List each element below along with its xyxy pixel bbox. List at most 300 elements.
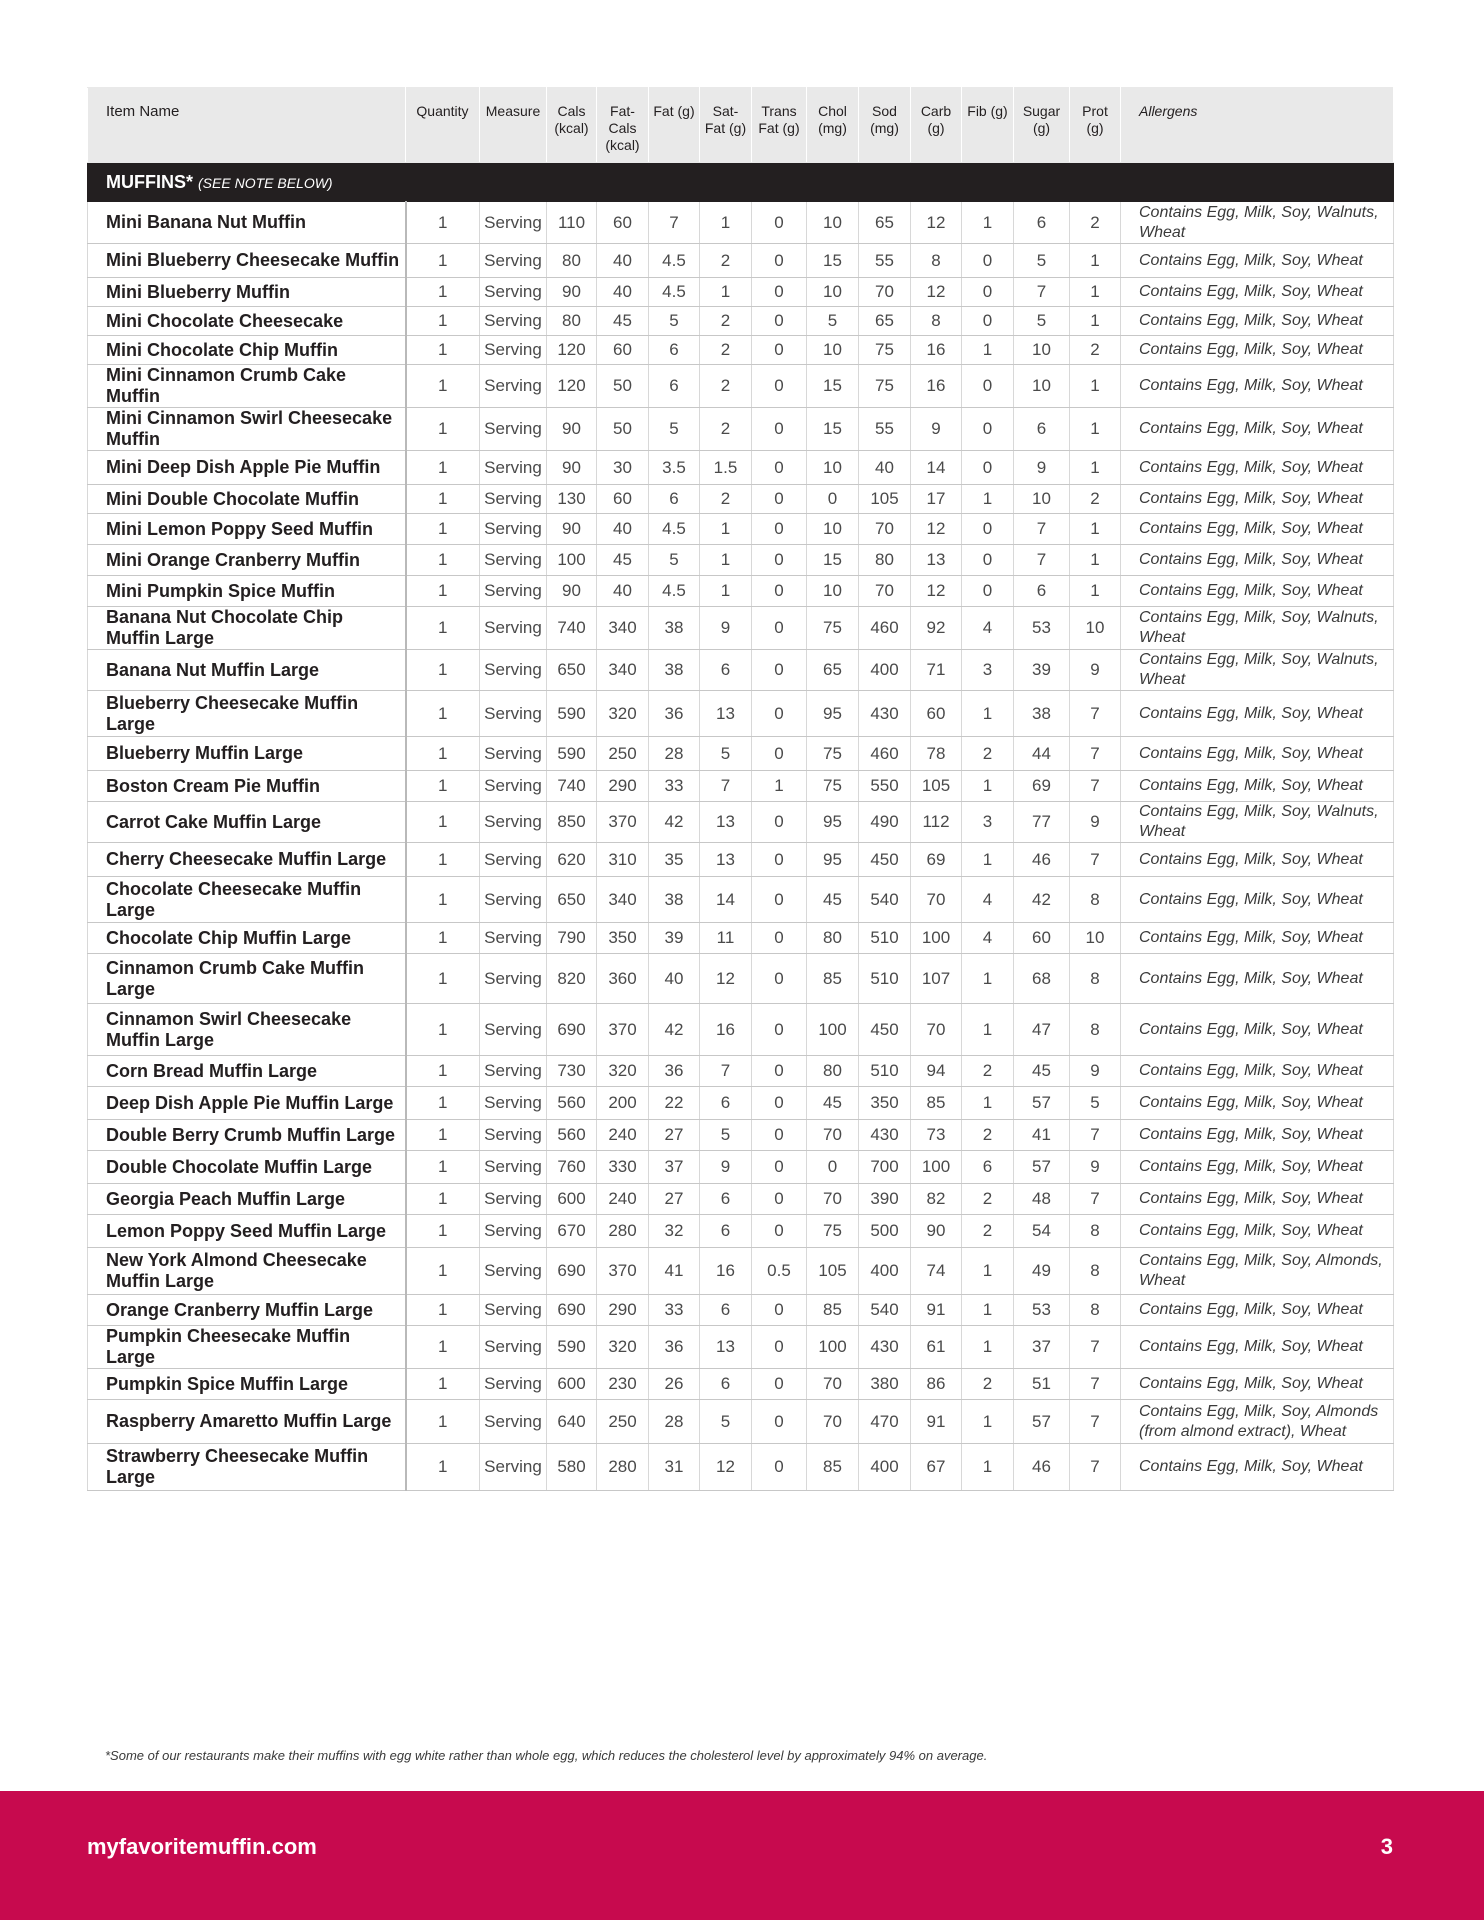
allergen-info: Contains Egg, Milk, Soy, Wheat — [1121, 336, 1394, 365]
nutrient-value: Serving — [480, 1248, 547, 1295]
nutrient-value: 40 — [597, 244, 649, 278]
nutrient-value: 9 — [1070, 1056, 1121, 1087]
nutrient-value: 105 — [859, 485, 911, 514]
nutrient-value: 8 — [1070, 1248, 1121, 1295]
item-name: Mini Chocolate Cheesecake — [88, 307, 406, 336]
item-name: Mini Lemon Poppy Seed Muffin — [88, 514, 406, 545]
nutrient-value: 320 — [597, 691, 649, 737]
nutrient-value: 0 — [752, 802, 807, 843]
nutrient-value: 0.5 — [752, 1248, 807, 1295]
nutrient-value: 450 — [859, 843, 911, 877]
nutrient-value: 0 — [752, 408, 807, 451]
nutrient-value: 790 — [547, 923, 597, 954]
nutrient-value: 41 — [649, 1248, 700, 1295]
nutrient-value: 0 — [752, 307, 807, 336]
nutrient-value: 2 — [1070, 336, 1121, 365]
nutrient-value: 94 — [911, 1056, 962, 1087]
nutrient-value: 670 — [547, 1215, 597, 1248]
nutrient-value: 77 — [1014, 802, 1070, 843]
column-header: Fat (g) — [649, 88, 700, 163]
allergen-info: Contains Egg, Milk, Soy, Wheat — [1121, 737, 1394, 771]
nutrient-value: 470 — [859, 1400, 911, 1444]
nutrient-value: Serving — [480, 336, 547, 365]
table-row — [88, 451, 1394, 485]
item-name: Raspberry Amaretto Muffin Large — [88, 1400, 406, 1444]
nutrient-value: 0 — [752, 1004, 807, 1056]
nutrient-value: 42 — [1014, 877, 1070, 923]
nutrient-value: 47 — [1014, 1004, 1070, 1056]
nutrient-value: 0 — [962, 307, 1014, 336]
nutrient-value: 0 — [752, 737, 807, 771]
nutrient-value: 15 — [807, 545, 859, 576]
nutrient-value: 510 — [859, 923, 911, 954]
nutrient-value: 1 — [1070, 545, 1121, 576]
nutrient-value: 10 — [807, 576, 859, 607]
nutrient-value: 250 — [597, 737, 649, 771]
nutrient-value: 3 — [962, 802, 1014, 843]
nutrient-value: 850 — [547, 802, 597, 843]
nutrient-value: 7 — [1070, 843, 1121, 877]
table-row — [88, 576, 1394, 607]
nutrient-value: 640 — [547, 1400, 597, 1444]
allergen-info: Contains Egg, Milk, Soy, Wheat — [1121, 307, 1394, 336]
nutrient-value: 70 — [807, 1184, 859, 1215]
nutrient-value: 16 — [700, 1248, 752, 1295]
nutrient-value: 280 — [597, 1444, 649, 1491]
nutrient-value: 1 — [962, 1400, 1014, 1444]
section-row-muffins — [88, 163, 1394, 202]
nutrient-value: 1 — [962, 202, 1014, 244]
nutrient-value: 73 — [911, 1120, 962, 1151]
nutrient-value: 7 — [700, 1056, 752, 1087]
nutrient-value: 107 — [911, 954, 962, 1004]
nutrient-value: 2 — [1070, 485, 1121, 514]
nutrient-value: 1 — [406, 1295, 480, 1326]
nutrient-value: 1 — [700, 545, 752, 576]
nutrient-value: 0 — [962, 514, 1014, 545]
nutrient-value: 1 — [406, 1326, 480, 1369]
table-row — [88, 545, 1394, 576]
nutrient-value: 9 — [1014, 451, 1070, 485]
nutrient-value: 7 — [1014, 514, 1070, 545]
allergen-info: Contains Egg, Milk, Soy, Wheat — [1121, 1056, 1394, 1087]
nutrient-value: 1 — [406, 1184, 480, 1215]
allergen-info: Contains Egg, Milk, Soy, Wheat — [1121, 954, 1394, 1004]
column-header: Carb (g) — [911, 88, 962, 163]
nutrient-value: 1 — [406, 1400, 480, 1444]
nutrient-value: 1 — [1070, 514, 1121, 545]
table-row — [88, 1056, 1394, 1087]
nutrient-value: 0 — [752, 954, 807, 1004]
table-row — [88, 650, 1394, 691]
nutrient-value: Serving — [480, 451, 547, 485]
nutrient-value: 40 — [597, 576, 649, 607]
nutrient-value: 1 — [406, 365, 480, 408]
nutrient-value: 390 — [859, 1184, 911, 1215]
nutrient-value: 7 — [1014, 278, 1070, 307]
nutrient-value: 6 — [700, 1369, 752, 1400]
item-name: Boston Cream Pie Muffin — [88, 771, 406, 802]
nutrient-value: 8 — [1070, 877, 1121, 923]
nutrient-value: 5 — [1014, 244, 1070, 278]
nutrient-value: 0 — [752, 1120, 807, 1151]
nutrient-value: 41 — [1014, 1120, 1070, 1151]
nutrient-value: 57 — [1014, 1151, 1070, 1184]
nutrient-value: 0 — [752, 1444, 807, 1491]
table-row — [88, 923, 1394, 954]
nutrient-value: 2 — [962, 1369, 1014, 1400]
nutrient-value: 0 — [962, 408, 1014, 451]
nutrient-value: Serving — [480, 485, 547, 514]
nutrient-value: Serving — [480, 877, 547, 923]
nutrient-value: 10 — [1014, 365, 1070, 408]
nutrient-value: 7 — [1070, 1400, 1121, 1444]
nutrient-value: 0 — [962, 545, 1014, 576]
column-header: Item Name — [88, 88, 406, 163]
nutrient-value: 5 — [700, 737, 752, 771]
nutrient-value: 0 — [752, 244, 807, 278]
nutrient-value: 550 — [859, 771, 911, 802]
nutrient-value: 36 — [649, 691, 700, 737]
column-header: Fib (g) — [962, 88, 1014, 163]
allergen-info: Contains Egg, Milk, Soy, Wheat — [1121, 485, 1394, 514]
nutrient-value: 7 — [700, 771, 752, 802]
nutrient-value: 2 — [700, 336, 752, 365]
nutrient-value: 4.5 — [649, 278, 700, 307]
nutrient-value: 100 — [547, 545, 597, 576]
nutrient-value: 1 — [406, 244, 480, 278]
nutrient-value: 95 — [807, 843, 859, 877]
nutrient-value: 32 — [649, 1215, 700, 1248]
nutrient-value: 1 — [1070, 451, 1121, 485]
nutrient-value: 60 — [597, 485, 649, 514]
item-name: Blueberry Cheesecake Muffin Large — [88, 691, 406, 737]
allergen-info: Contains Egg, Milk, Soy, Wheat — [1121, 514, 1394, 545]
nutrient-value: Serving — [480, 1004, 547, 1056]
table-row — [88, 485, 1394, 514]
nutrient-value: 92 — [911, 607, 962, 650]
nutrient-value: 0 — [752, 365, 807, 408]
nutrient-value: 730 — [547, 1056, 597, 1087]
nutrient-value: 760 — [547, 1151, 597, 1184]
nutrient-value: 80 — [807, 923, 859, 954]
nutrient-value: Serving — [480, 1056, 547, 1087]
nutrient-value: 7 — [1070, 771, 1121, 802]
nutrient-value: 15 — [807, 244, 859, 278]
nutrient-value: 12 — [700, 1444, 752, 1491]
nutrient-value: 1 — [962, 691, 1014, 737]
nutrient-value: 0 — [962, 576, 1014, 607]
table-row — [88, 607, 1394, 650]
nutrient-value: 10 — [807, 451, 859, 485]
nutrient-value: 350 — [597, 923, 649, 954]
nutrient-value: 280 — [597, 1215, 649, 1248]
nutrient-value: 60 — [597, 336, 649, 365]
nutrient-value: 740 — [547, 607, 597, 650]
nutrient-value: 78 — [911, 737, 962, 771]
nutrient-value: 510 — [859, 954, 911, 1004]
item-name: Mini Double Chocolate Muffin — [88, 485, 406, 514]
nutrient-value: Serving — [480, 1087, 547, 1120]
allergen-info: Contains Egg, Milk, Soy, Wheat — [1121, 691, 1394, 737]
nutrient-value: 65 — [859, 307, 911, 336]
nutrient-value: 60 — [911, 691, 962, 737]
nutrient-value: 68 — [1014, 954, 1070, 1004]
nutrient-value: 75 — [807, 1215, 859, 1248]
table-row — [88, 202, 1394, 244]
nutrient-value: 430 — [859, 1326, 911, 1369]
table-row — [88, 954, 1394, 1004]
nutrient-value: Serving — [480, 771, 547, 802]
nutrient-value: 340 — [597, 877, 649, 923]
nutrient-value: 3.5 — [649, 451, 700, 485]
item-name: Chocolate Chip Muffin Large — [88, 923, 406, 954]
nutrient-value: 100 — [807, 1004, 859, 1056]
nutrient-value: 1 — [406, 954, 480, 1004]
nutrient-value: 57 — [1014, 1400, 1070, 1444]
nutrient-value: 4 — [962, 923, 1014, 954]
nutrient-value: 12 — [911, 576, 962, 607]
nutrient-value: 49 — [1014, 1248, 1070, 1295]
allergen-info: Contains Egg, Milk, Soy, Wheat — [1121, 408, 1394, 451]
nutrient-value: 1 — [962, 1444, 1014, 1491]
nutrient-value: 120 — [547, 365, 597, 408]
table-row — [88, 1151, 1394, 1184]
nutrient-value: 69 — [911, 843, 962, 877]
nutrient-value: 8 — [911, 307, 962, 336]
nutrient-value: 230 — [597, 1369, 649, 1400]
nutrient-value: 1 — [406, 650, 480, 691]
nutrient-value: 1 — [406, 514, 480, 545]
nutrient-value: 95 — [807, 802, 859, 843]
nutrient-value: 820 — [547, 954, 597, 1004]
nutrient-value: 53 — [1014, 1295, 1070, 1326]
allergen-info: Contains Egg, Milk, Soy, Wheat — [1121, 1215, 1394, 1248]
nutrient-value: 1 — [1070, 307, 1121, 336]
nutrient-value: 2 — [962, 1120, 1014, 1151]
nutrient-value: 320 — [597, 1326, 649, 1369]
allergen-info: Contains Egg, Milk, Soy, Wheat — [1121, 843, 1394, 877]
nutrient-value: 105 — [807, 1248, 859, 1295]
nutrient-value: 2 — [1070, 202, 1121, 244]
section-note: (SEE NOTE BELOW) — [198, 174, 333, 191]
nutrient-value: 2 — [700, 408, 752, 451]
nutrient-value: 1 — [406, 1004, 480, 1056]
nutrient-value: 0 — [962, 365, 1014, 408]
nutrient-value: 0 — [752, 607, 807, 650]
nutrient-value: 70 — [807, 1400, 859, 1444]
nutrient-value: 1 — [406, 202, 480, 244]
nutrient-value: Serving — [480, 1369, 547, 1400]
nutrient-value: 12 — [911, 278, 962, 307]
nutrient-value: 38 — [649, 877, 700, 923]
allergen-info: Contains Egg, Milk, Soy, Wheat — [1121, 1120, 1394, 1151]
table-row — [88, 1248, 1394, 1295]
table-row — [88, 307, 1394, 336]
nutrient-value: 44 — [1014, 737, 1070, 771]
nutrient-value: 55 — [859, 244, 911, 278]
nutrient-value: 6 — [962, 1151, 1014, 1184]
item-name: Orange Cranberry Muffin Large — [88, 1295, 406, 1326]
nutrient-value: 6 — [700, 1087, 752, 1120]
nutrient-value: 7 — [1070, 1184, 1121, 1215]
item-name: Georgia Peach Muffin Large — [88, 1184, 406, 1215]
allergen-info: Contains Egg, Milk, Soy, Walnuts, Wheat — [1121, 202, 1394, 244]
nutrient-value: 540 — [859, 877, 911, 923]
nutrient-value: 1 — [962, 1248, 1014, 1295]
nutrient-value: 1 — [1070, 278, 1121, 307]
nutrient-value: 1 — [962, 954, 1014, 1004]
nutrient-value: 0 — [752, 1295, 807, 1326]
nutrient-value: 13 — [700, 1326, 752, 1369]
nutrient-value: Serving — [480, 607, 547, 650]
nutrient-value: 65 — [807, 650, 859, 691]
nutrient-value: 30 — [597, 451, 649, 485]
item-name: Banana Nut Muffin Large — [88, 650, 406, 691]
allergen-info: Contains Egg, Milk, Soy, Wheat — [1121, 1151, 1394, 1184]
nutrient-value: 80 — [547, 307, 597, 336]
nutrient-value: 40 — [597, 278, 649, 307]
nutrient-value: 40 — [859, 451, 911, 485]
table-row — [88, 877, 1394, 923]
item-name: Double Chocolate Muffin Large — [88, 1151, 406, 1184]
table-row — [88, 1326, 1394, 1369]
nutrient-value: 50 — [597, 365, 649, 408]
nutrient-value: 54 — [1014, 1215, 1070, 1248]
website-link[interactable]: myfavoritemuffin.com — [87, 1834, 317, 1859]
nutrient-value: 80 — [547, 244, 597, 278]
nutrient-value: 1 — [962, 336, 1014, 365]
table-row — [88, 1444, 1394, 1491]
item-name: Mini Cinnamon Swirl Cheesecake Muffin — [88, 408, 406, 451]
allergen-info: Contains Egg, Milk, Soy, Wheat — [1121, 576, 1394, 607]
nutrient-value: 1 — [406, 607, 480, 650]
nutrient-value: Serving — [480, 576, 547, 607]
nutrient-value: 1 — [406, 576, 480, 607]
nutrient-value: 6 — [700, 1215, 752, 1248]
nutrient-value: 38 — [649, 650, 700, 691]
table-row — [88, 1184, 1394, 1215]
nutrient-value: 7 — [1070, 691, 1121, 737]
nutrient-value: 28 — [649, 1400, 700, 1444]
nutrient-value: Serving — [480, 408, 547, 451]
nutrient-value: 310 — [597, 843, 649, 877]
nutrient-value: 13 — [700, 802, 752, 843]
nutrient-value: 0 — [752, 923, 807, 954]
nutrient-value: 0 — [962, 278, 1014, 307]
nutrient-value: 14 — [700, 877, 752, 923]
nutrient-value: 10 — [1070, 923, 1121, 954]
nutrient-value: 90 — [547, 408, 597, 451]
nutrient-value: 1 — [962, 1004, 1014, 1056]
nutrient-value: 690 — [547, 1248, 597, 1295]
nutrient-value: 70 — [859, 514, 911, 545]
nutrient-value: 1 — [962, 1087, 1014, 1120]
nutrition-table — [87, 87, 1394, 1491]
nutrient-value: 0 — [752, 691, 807, 737]
footer-bar — [0, 1791, 1484, 1920]
allergen-info: Contains Egg, Milk, Soy, Wheat — [1121, 1326, 1394, 1369]
nutrient-value: Serving — [480, 691, 547, 737]
nutrient-value: 6 — [700, 1295, 752, 1326]
allergen-info: Contains Egg, Milk, Soy, Walnuts, Wheat — [1121, 802, 1394, 843]
item-name: Deep Dish Apple Pie Muffin Large — [88, 1087, 406, 1120]
nutrient-value: 40 — [597, 514, 649, 545]
nutrient-value: 82 — [911, 1184, 962, 1215]
nutrient-value: 80 — [859, 545, 911, 576]
nutrient-value: 2 — [962, 737, 1014, 771]
nutrient-value: 51 — [1014, 1369, 1070, 1400]
nutrient-value: 38 — [649, 607, 700, 650]
nutrient-value: 0 — [752, 545, 807, 576]
nutrient-value: 6 — [1014, 408, 1070, 451]
nutrient-value: 590 — [547, 737, 597, 771]
nutrient-value: 1 — [406, 877, 480, 923]
nutrient-value: 69 — [1014, 771, 1070, 802]
nutrient-value: 1 — [962, 1326, 1014, 1369]
nutrient-value: Serving — [480, 1326, 547, 1369]
nutrient-value: 90 — [547, 514, 597, 545]
nutrient-value: 5 — [1070, 1087, 1121, 1120]
table-row — [88, 691, 1394, 737]
nutrient-value: 320 — [597, 1056, 649, 1087]
nutrient-value: 10 — [1070, 607, 1121, 650]
nutrient-value: 0 — [752, 1369, 807, 1400]
nutrient-value: 690 — [547, 1295, 597, 1326]
table-row — [88, 843, 1394, 877]
nutrient-value: 70 — [807, 1120, 859, 1151]
nutrient-value: 330 — [597, 1151, 649, 1184]
item-name: Chocolate Cheesecake Muffin Large — [88, 877, 406, 923]
nutrient-value: 110 — [547, 202, 597, 244]
nutrient-value: 0 — [752, 650, 807, 691]
nutrient-value: 16 — [911, 336, 962, 365]
table-row — [88, 802, 1394, 843]
nutrient-value: 5 — [700, 1400, 752, 1444]
nutrient-value: 1 — [406, 771, 480, 802]
nutrient-value: 290 — [597, 1295, 649, 1326]
nutrient-value: 0 — [807, 1151, 859, 1184]
item-name: Pumpkin Cheesecake Muffin Large — [88, 1326, 406, 1369]
nutrient-value: 1 — [1070, 244, 1121, 278]
item-name: New York Almond Cheesecake Muffin Large — [88, 1248, 406, 1295]
nutrient-value: 1 — [406, 1369, 480, 1400]
nutrient-value: 85 — [807, 1444, 859, 1491]
nutrient-value: 370 — [597, 1248, 649, 1295]
nutrient-value: 39 — [649, 923, 700, 954]
table-row — [88, 1400, 1394, 1444]
nutrient-value: 600 — [547, 1184, 597, 1215]
nutrient-value: Serving — [480, 1151, 547, 1184]
nutrient-value: 8 — [1070, 1004, 1121, 1056]
nutrient-value: 8 — [1070, 954, 1121, 1004]
nutrient-value: 1 — [406, 1444, 480, 1491]
nutrient-value: 9 — [700, 1151, 752, 1184]
nutrient-value: 75 — [807, 607, 859, 650]
nutrient-value: 45 — [807, 877, 859, 923]
nutrient-value: 1 — [406, 1151, 480, 1184]
nutrient-value: 1 — [700, 576, 752, 607]
nutrient-value: 8 — [1070, 1295, 1121, 1326]
page-number: 3 — [1380, 1834, 1393, 1859]
nutrient-value: 7 — [1070, 737, 1121, 771]
table-row — [88, 771, 1394, 802]
nutrient-value: 13 — [700, 691, 752, 737]
item-name: Corn Bread Muffin Large — [88, 1056, 406, 1087]
nutrient-value: 90 — [547, 278, 597, 307]
nutrient-value: 12 — [911, 514, 962, 545]
nutrient-value: 100 — [807, 1326, 859, 1369]
